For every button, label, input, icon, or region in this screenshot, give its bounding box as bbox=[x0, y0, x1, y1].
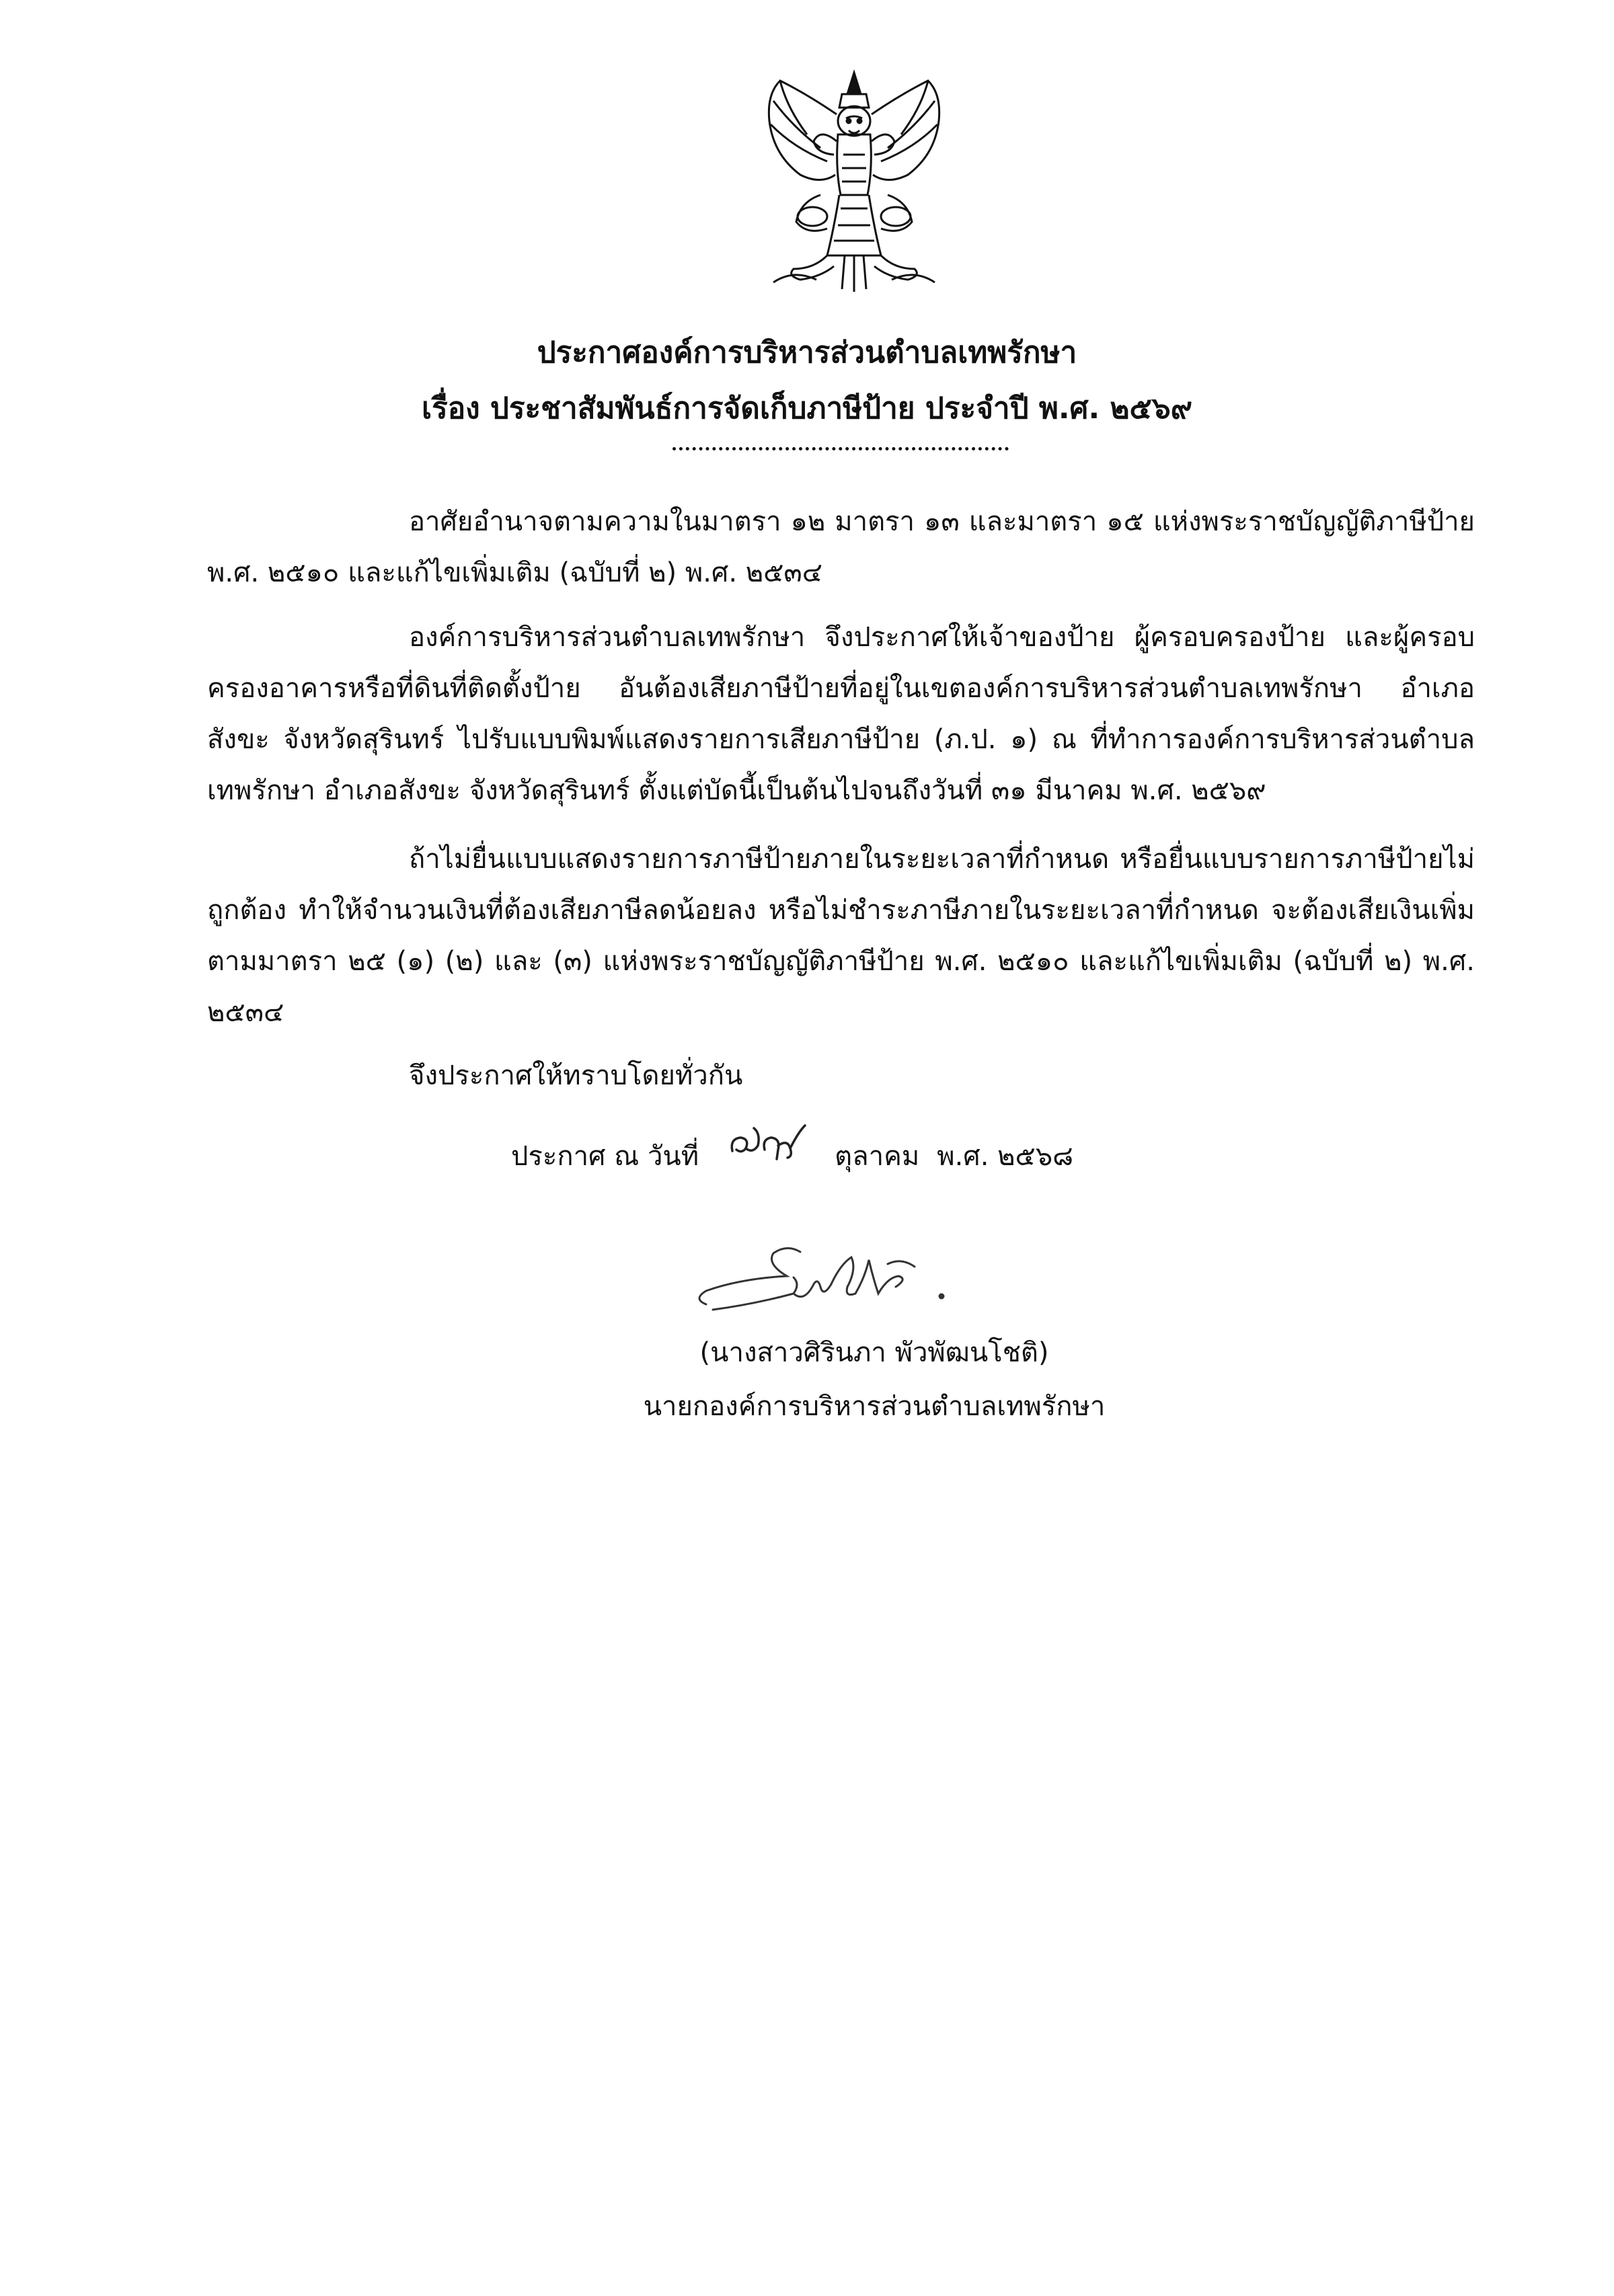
handwritten-signature bbox=[686, 1237, 982, 1324]
closing-statement: จึงประกาศให้ทราบโดยทั่วกัน bbox=[409, 1060, 743, 1091]
title-separator bbox=[672, 447, 1009, 450]
document-title: ประกาศองค์การบริหารส่วนตำบลเทพรักษา bbox=[537, 335, 1077, 370]
date-month: ตุลาคม bbox=[835, 1141, 920, 1172]
handwritten-day-mark bbox=[723, 1119, 810, 1166]
date-year: พ.ศ. ๒๕๖๘ bbox=[937, 1141, 1074, 1172]
announcement-date bbox=[511, 1136, 1073, 1177]
date-day-handwritten bbox=[716, 1136, 817, 1177]
paragraph-legal-basis: อาศัยอำนาจตามความในมาตรา ๑๒ มาตรา ๑๓ และมาตรา ๑๕ แห่งพระราชบัญญัติภาษีป้าย พ.ศ. ๒๕๑๐ และแก้ไขเพิ่มเติม (ฉบับที่ ๒) พ.ศ. ๒๕๓๔ bbox=[207, 506, 1475, 588]
document-subject: เรื่อง ประชาสัมพันธ์การจัดเก็บภาษีป้าย ประจำปี พ.ศ. ๒๕๖๙ bbox=[422, 391, 1192, 426]
signer-position: นายกองค์การบริหารส่วนตำบลเทพรักษา bbox=[643, 1391, 1106, 1422]
signer-name: (นางสาวศิรินภา พัวพัฒนโชติ) bbox=[699, 1337, 1049, 1368]
paragraph-penalty: ถ้าไม่ยื่นแบบแสดงรายการภาษีป้ายภายในระยะเวลาที่กำหนด หรือยื่นแบบรายการภาษีป้ายไม่ถูกต้อง ทำให้จำนวนเงินที่ต้องเสียภาษีลดน้อยลง หรือไม่ชำระภาษีภายในระยะเวลาที่กำหนด จะต้องเสียเงินเพิ่มตามมาตรา ๒๕ (๑) (๒) และ (๓) แห่งพระราชบัญญัติภาษีป้าย พ.ศ. ๒๕๑๐ และแก้ไขเพิ่มเติม (ฉบับที่ ๒) พ.ศ. ๒๕๓๔ bbox=[207, 844, 1475, 1028]
garuda-emblem-icon bbox=[760, 67, 948, 296]
paragraph-announcement: องค์การบริหารส่วนตำบลเทพรักษา จึงประกาศให้เจ้าของป้าย ผู้ครอบครองป้าย และผู้ครอบครองอาคารหรือที่ดินที่ติดตั้งป้าย อันต้องเสียภาษีป้ายที่อยู่ในเขตองค์การบริหารส่วนตำบลเทพรักษา อำเภอสังขะ จังหวัดสุรินทร์ ไปรับแบบพิมพ์แสดงรายการเสียภาษีป้าย (ภ.ป. ๑) ณ ที่ทำการองค์การบริหารส่วนตำบลเทพรักษา อำเภอสังขะ จังหวัดสุรินทร์ ตั้งแต่บัดนี้เป็นต้นไปจนถึงวันที่ ๓๑ มีนาคม พ.ศ. ๒๕๖๙ bbox=[207, 622, 1475, 806]
date-prefix: ประกาศ ณ วันที่ bbox=[511, 1141, 699, 1172]
